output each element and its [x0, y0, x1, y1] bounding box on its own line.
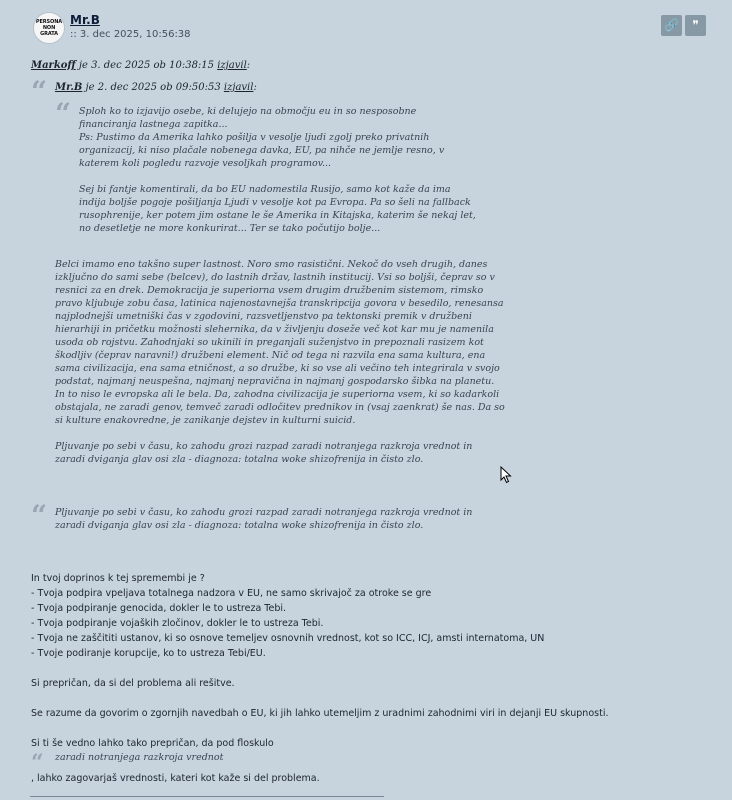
- outer-quote-citation: Markoff je 3. dec 2025 ob 10:38:15 izjavil:: [31, 60, 251, 71]
- inner-quote-author[interactable]: Mr.B: [55, 82, 83, 93]
- link-button[interactable]: [661, 15, 682, 36]
- link-icon: 🔗: [664, 18, 679, 32]
- post-author[interactable]: Mr.B: [70, 13, 100, 27]
- quote-button[interactable]: [685, 15, 706, 36]
- post-closing-text: , lahko zagovarjaš vrednosti, kateri kot kaže si del problema.: [31, 773, 320, 784]
- mouse-cursor-icon: [500, 466, 512, 484]
- quote-icon: ❞: [692, 18, 699, 32]
- inner-quote-said-link[interactable]: izjavil: [223, 82, 254, 93]
- innermost-quote-text: Sploh ko to izjavijo osebe, ki delujejo na območju eu in so nesposobne financiranja lastnega zapitka... Ps: Pustimo da Amerika lahko pošilja v vesolje ljudi zgolj preko privatnih organizacij, ki niso plačale nobenega davka, EU, pa nihče ne jemlje resno, v katerem koli pogledu razvoje vesoljkah programov... Sej bi fantje komentirali, da bo EU nadomestila Rusijo, samo kot kaže da ima indija boljše pogoje pošiljanja Ljudi v vesolje kot pa Evropa. Pa so šeli na fallback rusophrenije, ker potem jim ostane le še Amerika in Kitajska, katerim še nekaj let, no desetletje ne more konkurirat... Ter se tako počutijo bolje...: [79, 106, 476, 234]
- inline-quote-text: zaradi notranjega razkroja vrednot: [55, 752, 224, 763]
- inner-quote-citation: Mr.B je 2. dec 2025 ob 09:50:53 izjavil:: [55, 82, 257, 93]
- post-date: :: 3. dec 2025, 10:56:38: [70, 29, 191, 40]
- post-body-text: In tvoj doprinos k tej spremembi je ? - Tvoja podpira vpeljava totalnega nadzora v EU, ne samo skrivajoč za otroke se gre - Tvoja podpiranje genocida, dokler le to ustreza Tebi. - Tvoja podpiranje vojaških zločinov, dokler le to ustreza Tebi. - Tvoja ne zaščititi ustanov, ki so osnove temeljev osnovnih vrednost, kot so ICC, ICJ, amsti internatoma, UN - Tvoje podiranje korupcije, ko to ustreza Tebi/EU. Si prepričan, da si del problema ali rešitve. Se razume da govorim o zgornjih navedbah o EU, ki jih lahko utemeljim z uradnimi zahodnimi viri in dejanji EU skupnosti. Si ti še vedno lahko tako prepričan, da pod floskulo: [31, 573, 609, 749]
- second-quote-text: Pljuvanje po sebi v času, ko zahodu grozi razpad zaradi notranjega razkroja vrednot in zaradi dviganja glav osi zla - diagnoza: totalna woke shizofrenija in čisto zlo.: [55, 507, 473, 531]
- avatar-text: PERSONA NON GRATA: [35, 19, 63, 37]
- outer-quote-author[interactable]: Markoff: [31, 60, 76, 71]
- outer-quote-said-link[interactable]: izjavil: [217, 60, 247, 71]
- quote-mark-icon: “: [55, 97, 72, 130]
- avatar[interactable]: [33, 12, 65, 44]
- quote-mark-icon: “: [31, 75, 48, 108]
- inner-quote-text: Belci imamo eno takšno super lastnost. Noro smo rasistični. Nekoč do vseh drugih, danes izključno do sami sebe (belcev), do lastnih držav, lastnih institucij. Vsi so boljši, čeprav so v resnici za en drek. Demokracija je superiorna vsem drugim družbenim sistemom, rimsko pravo kljubuje zobu časa, latinica najenostavnejša transkripcija govora v besedilo, renesansa najplodnejši umetniški čas v zgodovini, razsvetljenstvo pa tektonski premik v družbeni hierarhiji in pričetku možnosti slehernika, da v življenju doseže več kot kar mu je namenila usoda ob rojstvu. Zahodnjaki so ukinili in preganjali suženjstvo in prepoznali rasizem kot škodljiv (čeprav naravni!) družbeni element. Nič od tega ni razvila ena sama kultura, ena sama civilizacija, ena sama etničnost, a so družbe, ki so vse ali večino teh integrirala v svojo podstat, najmanj neuspešna, najmanj nepravična in najmanj gospodarsko šibka na planetu. In to niso le evropska ali le bela. Da, zahodna civilizacija je superiorna vsem, ki so kadarkoli obstajala, ne zaradi genov, temveč zaradi odločitev prednikov in (vsaj zaenkrat) še nas. Da so si kulture enakovredne, je zanikanje dejstev in kulturni suicid. Pljuvanje po sebi v času, ko zahodu grozi razpad zaradi notranjega razkroja vrednot in zaradi dviganja glav osi zla - diagnoza: totalna woke shizofrenija in čisto zlo.: [55, 259, 505, 465]
- quote-mark-icon: “: [31, 750, 44, 776]
- quote-mark-icon: “: [31, 499, 48, 532]
- signature-divider: [30, 796, 384, 797]
